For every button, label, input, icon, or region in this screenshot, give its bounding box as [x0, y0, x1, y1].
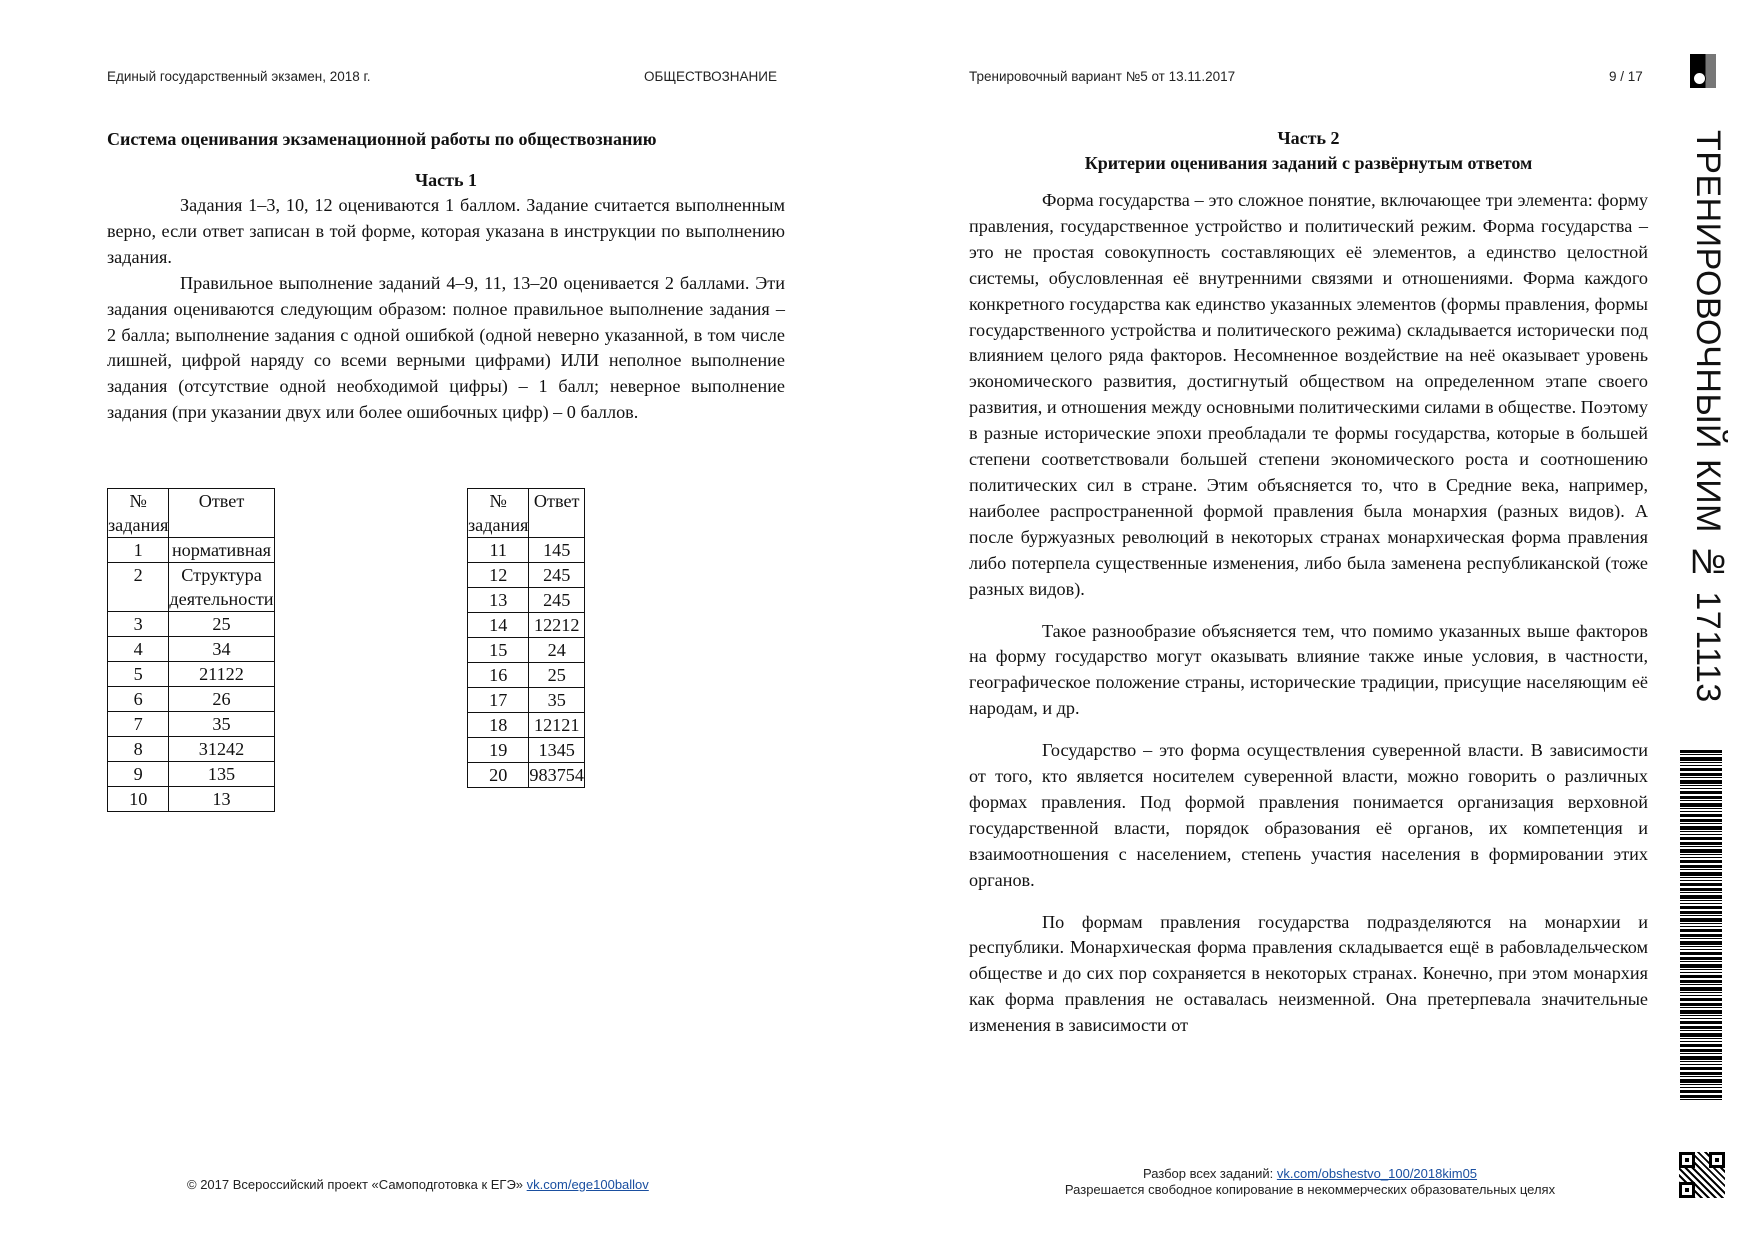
task-number-cell: 6 [108, 687, 169, 712]
table-header-row [108, 489, 275, 538]
table-row [108, 612, 275, 637]
logo-badge-icon [1690, 54, 1716, 88]
header-exam-title: Единый государственный экзамен, 2018 г. [107, 69, 371, 84]
table-row [468, 588, 585, 613]
footer-license-text: Разрешается свободное копирование в некоммерческих образовательных целях [1064, 1182, 1556, 1197]
footer-info [1010, 1166, 1610, 1198]
table-row [468, 563, 585, 588]
task-number-cell: 4 [108, 637, 169, 662]
paragraph: Форма государства – это сложное понятие, включающее три элемента: форму правления, государственное устройство и политический режим. Форма государства – это не простая совокупность составляющих её элементов, а единство целостной системы, обусловленная её внутренними связями и отношениями. Форма каждого конкретного государства как единство указанных элементов (формы правления, формы государственного устройства и политического режима) складывается исторически под влиянием целого ряда факторов. Несомненное воздействие на неё оказывает уровень экономического развития, достигнутый обществом на определенном этапе своего развития, и отношения между основными политическими силами в обществе. Поэтому в разные исторические эпохи преобладали те формы государства, которые в большей степени соответствовали большей степени экономического роста и соотношению политических сил в стране. Этим объясняется то, что в Средние века, например, наиболее распространенной формой правления была монархия (разных видов). А после буржуазных революций в некоторых странах монархическая форма правления либо потерпела существенные изменения, либо была заменена республиканской (тоже разных видов). [969, 190, 1648, 599]
barcode-icon [1680, 750, 1722, 1100]
part1-heading: Часть 1 [414, 170, 478, 190]
answer-cell: 145 [529, 538, 585, 563]
answer-table-2 [467, 488, 585, 788]
footer-copyright [187, 1177, 649, 1192]
header-variant: Тренировочный вариант №5 от 13.11.2017 [969, 69, 1236, 84]
answer-cell: 245 [529, 563, 585, 588]
answer-cell: 35 [169, 712, 274, 737]
paragraph: Правильное выполнение заданий 4–9, 11, 13–20 оценивается 2 баллами. Эти задания оцениваются следующим образом: полное правильное выполнение задания – 2 балла; выполнение задания с одной ошибкой (одной неверно указанной, в том числе лишней, цифрой наряду со всеми верными цифрами) ИЛИ неполное выполнение задания (отсутствие одной необходимой цифры) – 1 балл; неверное выполнение задания (при указании двух или более ошибочных цифр) – 0 баллов. [107, 272, 785, 423]
header-task-number: № задания [108, 489, 169, 538]
task-number-cell: 16 [468, 663, 529, 688]
answer-cell: 12212 [529, 613, 585, 638]
answer-cell: 12121 [529, 713, 585, 738]
answer-cell: 26 [169, 687, 274, 712]
answer-cell: 25 [529, 663, 585, 688]
answer-cell: 983754 [529, 763, 585, 788]
task-number-cell: 1 [108, 538, 169, 563]
table-row [468, 613, 585, 638]
answer-cell: 245 [529, 588, 585, 613]
left-page [107, 126, 785, 426]
part2-subheading: Критерии оценивания заданий с развёрнутым ответом [1084, 153, 1533, 173]
table-row [468, 688, 585, 713]
vertical-kim-title: ТРЕНИРОВОЧНЫЙ КИМ № 171113 [1689, 130, 1727, 703]
table-row [108, 637, 275, 662]
task-number-cell: 11 [468, 538, 529, 563]
table-row [468, 738, 585, 763]
answer-cell: нормативная [169, 538, 274, 563]
table-row [468, 538, 585, 563]
page-number: 9 / 17 [1609, 69, 1643, 84]
paragraph: Такое разнообразие объясняется тем, что помимо указанных выше факторов на форму государство могут оказывать влияние также иные условия, в частности, географическое положение страны, исторические традиции, присущие населяющим её народам, и др. [969, 620, 1648, 719]
task-number-cell: 3 [108, 612, 169, 637]
part2-heading: Часть 2 [1277, 128, 1340, 148]
answer-cell: 135 [169, 762, 274, 787]
header-subject: ОБЩЕСТВОЗНАНИЕ [644, 69, 777, 84]
task-number-cell: 17 [468, 688, 529, 713]
answer-cell: 13 [169, 787, 274, 812]
table-row [108, 787, 275, 812]
paragraph: По формам правления государства подразделяются на монархии и республики. Монархическая форма правления складывается ещё в рабовладельческом обществе и до сих пор сохраняется в некоторых странах. Конечно, при этом монархия как форма правления не оставалась неизменной. Она претерпевала значительные изменения в зависимости от [969, 911, 1648, 1036]
footer-copyright-text: © 2017 Всероссийский проект «Самоподготовка к ЕГЭ» [187, 1177, 527, 1192]
task-number-cell: 19 [468, 738, 529, 763]
answer-cell: 31242 [169, 737, 274, 762]
answer-cell: 25 [169, 612, 274, 637]
footer-analysis-link[interactable]: vk.com/obshestvo_100/2018kim05 [1276, 1166, 1478, 1181]
page-title: Система оценивания экзаменационной работы по обществознанию [107, 129, 657, 149]
task-number-cell: 13 [468, 588, 529, 613]
task-number-cell: 7 [108, 712, 169, 737]
qr-code-icon [1679, 1152, 1725, 1198]
task-number-cell: 9 [108, 762, 169, 787]
answer-cell: 35 [529, 688, 585, 713]
answer-cell: 24 [529, 638, 585, 663]
table-row [108, 762, 275, 787]
table-row [468, 763, 585, 788]
table-header-row [468, 489, 585, 538]
table-row [108, 662, 275, 687]
table-row [108, 563, 275, 612]
table-row [108, 687, 275, 712]
table-row [468, 638, 585, 663]
task-number-cell: 18 [468, 713, 529, 738]
task-number-cell: 2 [108, 563, 169, 612]
answer-cell: Структура деятельности [169, 563, 274, 612]
answer-cell: 34 [169, 637, 274, 662]
task-number-cell: 8 [108, 737, 169, 762]
paragraph: Задания 1–3, 10, 12 оцениваются 1 баллом. Задание считается выполненным верно, если ответ записан в той форме, которая указана в инструкции по выполнению задания. [107, 195, 785, 267]
table-row [468, 663, 585, 688]
header-answer: Ответ [169, 489, 274, 538]
table-row [468, 713, 585, 738]
header-answer: Ответ [529, 489, 585, 538]
task-number-cell: 20 [468, 763, 529, 788]
table-row [108, 712, 275, 737]
task-number-cell: 15 [468, 638, 529, 663]
task-number-cell: 10 [108, 787, 169, 812]
answer-cell: 1345 [529, 738, 585, 763]
answer-table-1 [107, 488, 275, 812]
footer-analysis-label: Разбор всех заданий: [1142, 1166, 1277, 1181]
table-row [108, 538, 275, 563]
table-row [108, 737, 275, 762]
right-page [969, 126, 1648, 1039]
paragraph: Государство – это форма осуществления суверенной власти. В зависимости от того, кто является носителем суверенной власти, можно говорить о различных формах правления. Под формой правления понимается организация верховной государственной власти, порядок образования её органов, их компетенция и взаимоотношения с населением, степень участия населения в формировании этих органов. [969, 740, 1648, 890]
answer-cell: 21122 [169, 662, 274, 687]
task-number-cell: 12 [468, 563, 529, 588]
header-task-number: № задания [468, 489, 529, 538]
task-number-cell: 14 [468, 613, 529, 638]
task-number-cell: 5 [108, 662, 169, 687]
footer-vk-link[interactable]: vk.com/ege100ballov [526, 1177, 649, 1192]
